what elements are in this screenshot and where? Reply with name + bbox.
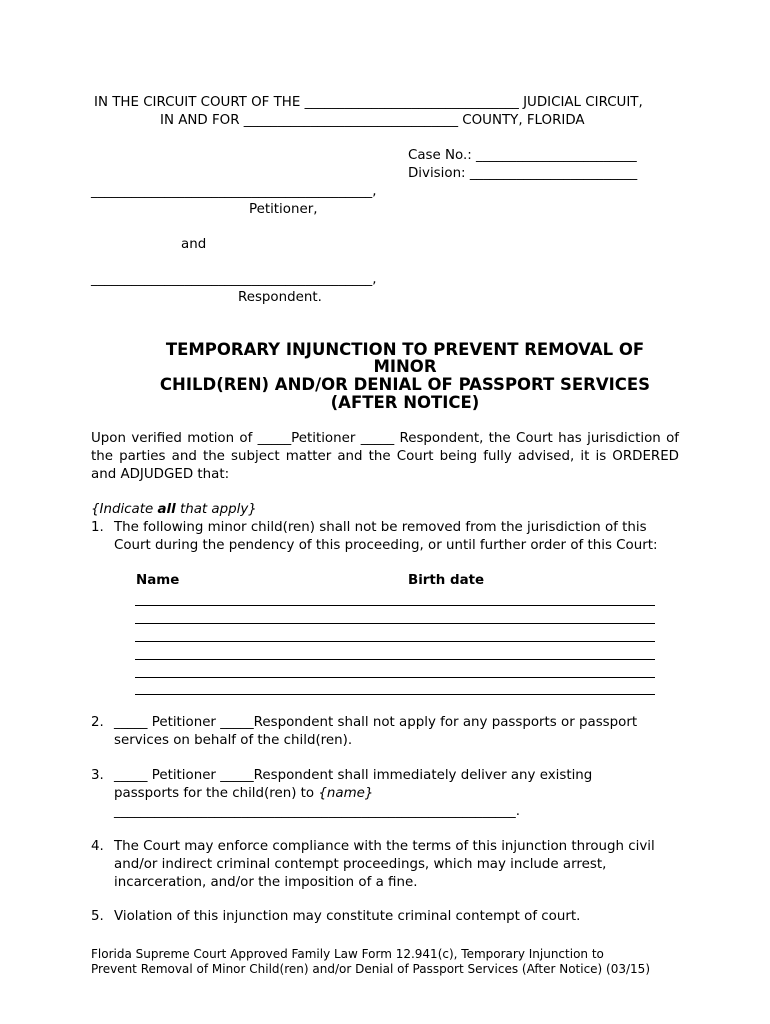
item-1-number: 1.	[91, 520, 104, 535]
item-5-number: 5.	[91, 909, 104, 924]
item-4-line3: incarceration, and/or the imposition of a fine.	[114, 875, 418, 890]
item-3-line2: passports for the child(ren) to {name}	[114, 786, 374, 801]
respondent-name-line: __________________________________________,	[91, 272, 377, 287]
table-header-birth-date: Birth date	[408, 573, 485, 588]
table-header-name: Name	[136, 573, 180, 588]
item-4-line2: and/or indirect criminal contempt proceedings, which may include arrest,	[114, 857, 607, 872]
footer-line2: Prevent Removal of Minor Child(ren) and/or Denial of Passport Services (After Notice) (03/15)	[91, 962, 651, 976]
item-3-line1: _____ Petitioner _____Respondent shall immediately deliver any existing	[114, 768, 593, 783]
item-3-name-line: ____________________________________________________________.	[114, 804, 520, 819]
child-entry-line	[135, 677, 655, 678]
child-entry-line	[135, 659, 655, 660]
child-entry-line	[135, 694, 655, 695]
item-1-line1: The following minor child(ren) shall not be removed from the jurisdiction of this	[114, 520, 647, 535]
court-header-line2: IN AND FOR ________________________________ COUNTY, FLORIDA	[160, 113, 585, 128]
document-title-line2: MINOR	[373, 357, 437, 376]
child-entry-line	[135, 623, 655, 624]
document-title-line1: TEMPORARY INJUNCTION TO PREVENT REMOVAL OF	[165, 340, 645, 359]
case-number: Case No.: ________________________	[408, 148, 637, 163]
item-4-number: 4.	[91, 839, 104, 854]
footer-line1: Florida Supreme Court Approved Family Law Form 12.941(c), Temporary Injunction to	[91, 947, 604, 961]
child-entry-line	[135, 641, 655, 642]
court-header-line1: IN THE CIRCUIT COURT OF THE ________________________________ JUDICIAL CIRCUIT,	[94, 95, 643, 110]
item-2-line2: services on behalf of the child(ren).	[114, 733, 353, 748]
and-label: and	[181, 237, 207, 252]
division: Division: _________________________	[408, 166, 638, 181]
item-3-number: 3.	[91, 768, 104, 783]
intro-paragraph: Upon verified motion of _____Petitioner _____ Respondent, the Court has jurisdiction of the parties and the subject matter and the Court being fully advised, it is ORDERED and ADJUDGED that:	[91, 431, 679, 482]
respondent-label: Respondent.	[238, 290, 322, 305]
petitioner-label: Petitioner,	[249, 202, 318, 217]
item-5-line1: Violation of this injunction may constitute criminal contempt of court.	[114, 909, 581, 924]
document-title-line3: CHILD(REN) AND/OR DENIAL OF PASSPORT SERVICES	[159, 375, 651, 394]
document-title-line4: (AFTER NOTICE)	[330, 393, 480, 412]
child-entry-line	[135, 605, 655, 606]
indicate-instruction: {Indicate all that apply}	[91, 502, 257, 517]
item-2-line1: _____ Petitioner _____Respondent shall not apply for any passports or passport	[114, 715, 638, 730]
item-2-number: 2.	[91, 715, 104, 730]
item-4-line1: The Court may enforce compliance with the terms of this injunction through civil	[114, 839, 655, 854]
petitioner-name-line: __________________________________________,	[91, 184, 377, 199]
item-1-line2: Court during the pendency of this proceeding, or until further order of this Court:	[114, 538, 658, 553]
